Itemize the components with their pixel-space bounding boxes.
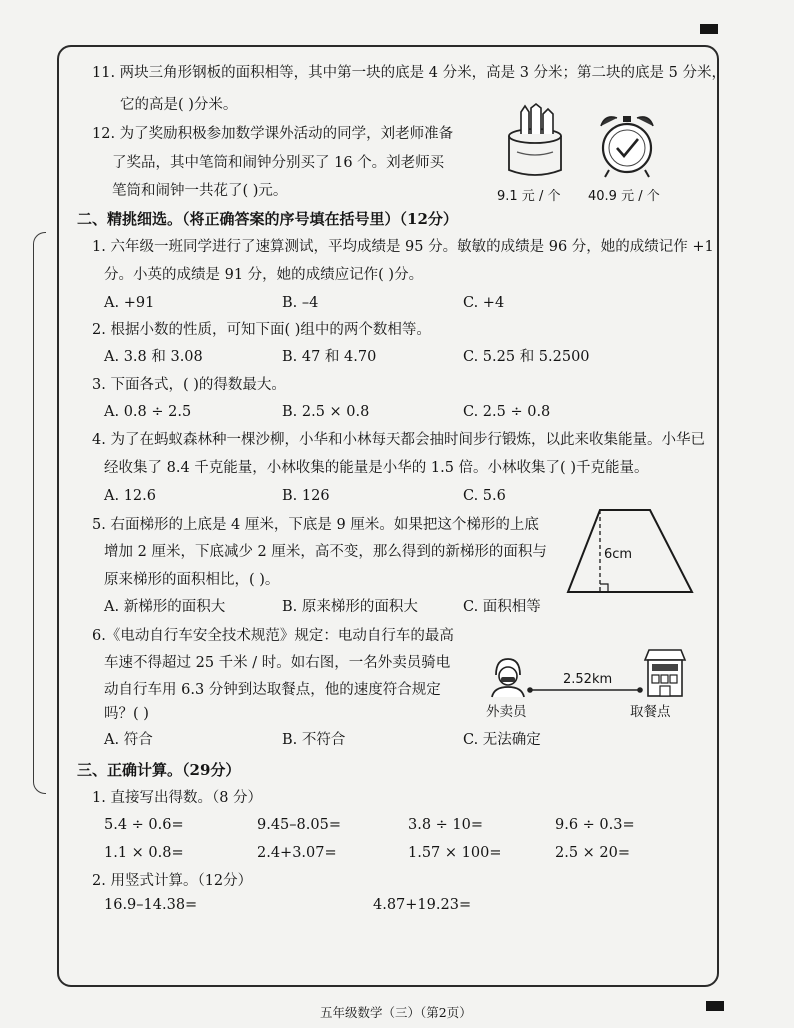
courier-label: 外卖员	[486, 704, 527, 720]
s2-q6-option-c: C. 无法确定	[463, 732, 541, 748]
s2-q5-line2: 增加 2 厘米，下底减少 2 厘米，高不变，那么得到的新梯形的面积与	[104, 544, 547, 560]
alarm-clock-icon	[595, 112, 659, 178]
s2-q2-option-b: B. 47 和 4.70	[282, 349, 377, 365]
q11-line2: 它的高是( )分米。	[120, 97, 238, 113]
section2-title: 二、精挑细选。（将正确答案的序号填在括号里）（12分）	[77, 210, 458, 228]
calc-r2-c3: 1.57 × 100=	[408, 845, 502, 861]
penholder-price: 9.1 元 / 个	[497, 189, 561, 204]
s2-q6-option-b: B. 不符合	[282, 732, 346, 748]
s2-q3-option-b: B. 2.5 × 0.8	[282, 404, 370, 420]
s2-q2-option-c: C. 5.25 和 5.2500	[463, 349, 590, 365]
s3-sub2: 2. 用竖式计算。（12分）	[92, 873, 253, 889]
s2-q1-option-b: B. –4	[282, 295, 319, 311]
calc-r2-c1: 1.1 × 0.8=	[104, 845, 184, 861]
s2-q6-line3: 动自行车用 6.3 分钟到达取餐点，他的速度符合规定	[104, 682, 441, 698]
s2-q5-option-b: B. 原来梯形的面积大	[282, 599, 418, 615]
q11-line1: 11. 两块三角形钢板的面积相等，其中第一块的底是 4 分米，高是 3 分米；第二块的底是 5 分米，	[92, 65, 726, 81]
s2-q5-line1: 5. 右面梯形的上底是 4 厘米，下底是 9 厘米。如果把这个梯形的上底	[92, 517, 539, 533]
calc-r1-c2: 9.45–8.05=	[257, 817, 341, 833]
s2-q1-line2: 分。小英的成绩是 91 分，她的成绩应记作( )分。	[104, 267, 424, 283]
calc-r2-c2: 2.4+3.07=	[257, 845, 337, 861]
corner-mark-bottom	[706, 1001, 724, 1011]
s2-q4-option-b: B. 126	[282, 488, 330, 504]
courier-icon	[488, 657, 528, 697]
s2-q6-option-a: A. 符合	[104, 732, 153, 748]
calc-r1-c4: 9.6 ÷ 0.3=	[555, 817, 635, 833]
corner-mark-top	[700, 24, 718, 34]
vertical-calc-2: 4.87+19.23=	[373, 897, 472, 913]
binding-brace	[33, 232, 46, 794]
s3-sub1: 1. 直接写出得数。（8 分）	[92, 790, 263, 806]
page-footer: 五年级数学（三）（第2页）	[320, 1005, 472, 1020]
s2-q5-option-c: C. 面积相等	[463, 599, 541, 615]
s2-q2-option-a: A. 3.8 和 3.08	[104, 349, 203, 365]
section3-title: 三、正确计算。（29分）	[77, 761, 241, 779]
vertical-calc-1: 16.9–14.38=	[104, 897, 198, 913]
s2-q2-line1: 2. 根据小数的性质，可知下面( )组中的两个数相等。	[92, 322, 431, 338]
s2-q1-line1: 1. 六年级一班同学进行了速算测试，平均成绩是 95 分。敏敏的成绩是 96 分，她的成绩记作 +1	[92, 239, 714, 255]
s2-q3-line1: 3. 下面各式，( )的得数最大。	[92, 377, 286, 393]
s2-q4-option-c: C. 5.6	[463, 488, 506, 504]
pickup-label: 取餐点	[630, 704, 671, 720]
distance-label: 2.52km	[563, 672, 613, 687]
clock-price: 40.9 元 / 个	[588, 189, 660, 204]
q12-line3: 笔筒和闹钟一共花了( )元。	[112, 183, 288, 199]
s2-q3-option-c: C. 2.5 ÷ 0.8	[463, 404, 551, 420]
q12-line2: 了奖品，其中笔筒和闹钟分别买了 16 个。刘老师买	[112, 155, 445, 171]
s2-q5-line3: 原来梯形的面积相比，( )。	[104, 572, 280, 588]
pen-holder-icon	[503, 104, 567, 180]
s2-q4-option-a: A. 12.6	[104, 488, 156, 504]
s2-q3-option-a: A. 0.8 ÷ 2.5	[104, 404, 192, 420]
trapezoid-height-label: 6cm	[604, 547, 633, 562]
calc-r1-c1: 5.4 ÷ 0.6=	[104, 817, 184, 833]
s2-q5-option-a: A. 新梯形的面积大	[104, 599, 226, 615]
s2-q6-line4: 吗？( )	[104, 706, 149, 722]
s2-q6-line2: 车速不得超过 25 千米 / 时。如右图，一名外卖员骑电	[104, 655, 451, 671]
s2-q4-line1: 4. 为了在蚂蚁森林种一棵沙柳，小华和小林每天都会抽时间步行锻炼，以此来收集能量。小华已	[92, 432, 705, 448]
restaurant-icon	[641, 646, 689, 698]
calc-r2-c4: 2.5 × 20=	[555, 845, 631, 861]
s2-q1-option-a: A. +91	[104, 295, 155, 311]
s2-q4-line2: 经收集了 8.4 千克能量，小林收集的能量是小华的 1.5 倍。小林收集了( )千克能量。	[104, 460, 649, 476]
q12-line1: 12. 为了奖励积极参加数学课外活动的同学，刘老师准备	[92, 126, 454, 142]
s2-q6-line1: 6.《电动自行车安全技术规范》规定：电动自行车的最高	[92, 628, 454, 644]
s2-q1-option-c: C. +4	[463, 295, 505, 311]
calc-r1-c3: 3.8 ÷ 10=	[408, 817, 484, 833]
